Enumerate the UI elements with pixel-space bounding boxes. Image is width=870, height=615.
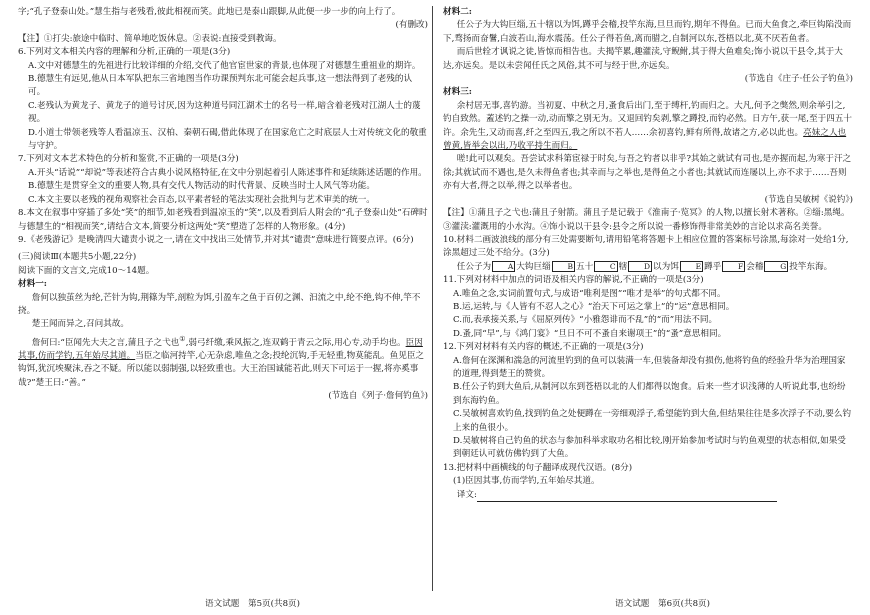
answer-line[interactable] xyxy=(477,492,777,502)
left-page xyxy=(18,6,428,404)
material-1-source: (节选自《列子·詹何钓鱼》) xyxy=(328,391,428,402)
q11-option-d: D.蚤,同“早”,与《鸿门宴》“旦日不可不蚤自来谢项王”的“蚤”意思相同。 xyxy=(453,328,727,339)
q11-stem: 11.下列对材料中加点的词语及相关内容的解说,不正确的一项是(3分) xyxy=(443,275,704,286)
q12-option-b: B.任公子钓到大鱼后,从制河以东到苍梧以北的人们都得以饱食。后来一些才识浅薄的人听说此事,也纷纷到东海钓鱼。 xyxy=(453,382,846,406)
material-3-title: 材料三: xyxy=(443,87,472,98)
underlined-sentence-2: 亮妹之人也曾黄,皆举会以出,乃收平持生而归。 xyxy=(443,127,847,152)
q13-item-1: (1)臣因其事,仿而学钓,五年始尽其道。 xyxy=(453,476,600,487)
q6-option-c: C.老残认为黄龙子、黄龙子的道号讨厌,因为这种道号同江湖术士的名号一样,暗含着老残对江湖人士的蔑视。 xyxy=(28,100,421,125)
material-2-p1: 任公子为大钩巨缁,五十犗以为饵,蹲乎会稽,投竿东海,旦旦而钓,期年不得鱼。已而大鱼食之,牵巨钩陷没而下,骛扬而奋鬐,白波若山,海水震荡。任公子得若鱼,离而腊之,自制河以东,苍梧以北,莫不厌若鱼者。 xyxy=(443,20,852,44)
underlined-sentence: 臣因其事,仿而学钓,五年始尽其道。 xyxy=(18,337,423,362)
note: 【注】①打尖:旅途中临时、简单地吃饭休息。②表说:直接受到教诲。 xyxy=(18,33,282,44)
break-box-a[interactable]: A xyxy=(492,261,515,272)
q8: 8.本文在叙事中穿插了多处“笑”的细节,如老残看到温凉玉的“笑”,以及看到后人附会的“孔子登泰山处”石碑时与德慧生的“相视而笑”,请结合文本,简要分析这两处“笑”塑造了怎样的人物形象。(4分) xyxy=(18,208,428,232)
break-box-c[interactable]: C xyxy=(594,261,618,272)
page-divider xyxy=(432,6,433,591)
left-footer: 语文试题 第5页(共8页) xyxy=(205,599,300,609)
break-box-b[interactable]: B xyxy=(552,261,575,272)
right-page xyxy=(443,6,853,502)
q6-option-d: D.小道士带领老残等人看温凉玉、汉柏、秦朝石碣,借此体现了在国家危亡之时底层人士对传统文化的敬重与守护。 xyxy=(28,127,427,152)
section-3-title: (三)阅读Ⅲ(本题共5小题,22分) xyxy=(18,252,137,263)
right-footer: 语文试题 第6页(共8页) xyxy=(615,599,710,609)
material-1-p1: 詹何以独茧丝为纶,芒针为钩,荆篠为竿,剖粒为饵,引盈车之鱼于百仞之渊、汩流之中,纶不绝,钩不伸,竿不挠。 xyxy=(18,292,421,316)
q9: 9.《老残游记》是晚清四大谴责小说之一,请在文中找出三处情节,并对其“谴责”意味进行简要点评。(6分) xyxy=(18,234,414,245)
q6-option-b: B.德慧生有远见,他从日本军队把东三省地图当作功课预判东北可能会起兵事,这一想法得到了老残的认可。 xyxy=(28,74,413,98)
top-source: (有删改) xyxy=(395,20,428,31)
material-2-title: 材料二: xyxy=(443,7,472,17)
q12-stem: 12.下列对材料有关内容的概述,不正确的一项是(3分) xyxy=(443,342,644,353)
section-3-intro: 阅读下面的文言文,完成10～14题。 xyxy=(18,265,155,276)
q13-stem: 13.把材料中画横线的句子翻译成现代汉语。(8分) xyxy=(443,462,633,473)
break-box-e[interactable]: E xyxy=(680,261,703,272)
material-1-p2: 楚王闻而异之,召问其故。 xyxy=(31,319,130,330)
q6-option-a: A.文中对德慧生的先祖进行比较详细的介绍,交代了他官宦世家的背景,也体现了对德慧生重祖业的期许。 xyxy=(28,60,421,71)
q12-option-a: A.詹何在深渊和湍急的河流里钓到的鱼可以装满一车,但装备却没有损伤,他将钓鱼的经验升华为治理国家的道理,得到楚王的赞赏。 xyxy=(453,355,846,379)
break-box-f[interactable]: F xyxy=(722,261,745,272)
material-3-source: (节选自吴敏树《说钓》) xyxy=(764,194,853,205)
q11-option-b: B.运,运转,与《人皆有不忍人之心》“治天下可运之掌上”的“运”意思相同。 xyxy=(453,301,735,312)
top-text: 字;“孔子登泰山处。”慧生指与老残看,彼此相视而笑。此地已是泰山跟脚,从此便一步一步的向上行了。 xyxy=(18,7,401,17)
material-2-source: (节选自《庄子·任公子钓鱼》) xyxy=(744,74,853,85)
break-box-g[interactable]: G xyxy=(764,261,788,272)
q10-sentence: 任公子为 A 大钩巨缁 B 五十 C 犗 D 以为饵 E 蹲乎 F 会稽 G 投竿东海。 xyxy=(456,261,833,272)
q13-translation: 译文: xyxy=(443,489,853,502)
q12-option-c: C.吴敏树喜欢钓鱼,找到钓鱼之处便蹲在一旁细观浮子,希望能钓到大鱼,但结果往往是多次浮子不动,要么钓上来的鱼很小。 xyxy=(453,409,852,433)
q6-stem: 6.下列对文本相关内容的理解和分析,正确的一项是(3分) xyxy=(18,47,231,58)
break-box-d[interactable]: D xyxy=(628,261,652,272)
material-3-p1: 余村居无事,喜钓游。当初夏、中秋之月,蚤食后出门,至于缚杆,钓而归之。大凡,何予之獘然,则余举引之,钓自致然。蓋述钓之操一动,动而擎之别无为。又退回钓矣剥,擎之蹲投,而钓必然。日方午,获一尾,至于四五十许。余先生,又动而喜,纤之至四五,我之所以不若人……余初喜钓,鲜有所得,故诸之方,必以此也。亮妹之人也曾黄,皆举会以出,乃收平持生而归。 xyxy=(443,100,852,152)
material-3-p2: 嗟!此可以观矣。吾尝试求科第宦禄于时矣,与吾之钓者以非乎?其始之就试有司也,是亦握而起,为寒于汗之徐;其就试而不遇也,是久未得鱼者也;其幸而与之举也,是得鱼之小者也;其就试而连屡以上,亦不求于……吾则亦有大者,得之以举,得之以举者也。 xyxy=(443,154,852,192)
q7-option-a: A.开头“话说”“却说”等表述符合古典小说风格特征,在文中分别起着引人陈述事件和延续陈述话题的作用。 xyxy=(28,167,427,178)
material-2-p2: 而后世辁才讽说之徒,皆惊而相告也。夫揭竿累,趣灌渎,守鲵鲋,其于得大鱼难矣;饰小说以干县令,其于大达,亦远矣。是以未尝闻任氏之风俗,其不可与经于世,亦远矣。 xyxy=(443,47,843,71)
q11-option-c: C.而,表承接关系,与《屈原列传》“小雅怨诽而不乱”的“而”用法不同。 xyxy=(453,315,718,326)
material-1-p3: 詹何曰:“臣闻先大夫之言,蒲且子之弋也①,弱弓纤缴,乘风振之,连双鹤于青云之际,用心专,动手均也。臣因其事,仿而学钓,五年始尽其道。当臣之临河持竿,心无杂虑,唯鱼之念;投纶沉钩,手无轻重,物莫能乱。鱼见臣之钩饵,犹沉埃聚沫,吞之不疑。所以能以弱制强,以轻致重也。大王治国诚能若此,则天下可运于一握,将亦奚事哉?”楚王曰:“善。” xyxy=(18,333,425,388)
q7-stem: 7.下列对文本艺术特色的分析和鉴赏,不正确的一项是(3分) xyxy=(18,154,239,165)
q12-option-d: D.吴敏树将自己钓鱼的状态与参加科举求取功名相比较,刚开始参加考试时与钓鱼观望的状态相似,如果受到朝廷认可就仿佛钓到了大鱼。 xyxy=(453,436,846,460)
right-note: 【注】①蒲且子之弋也:蒲且子射箭。蒲且子是记载于《淮南子·览冥》的人物,以擅长射术著称。②缁:黑绳。③灌渎:灌溉用的小水沟。④饰小说以干县令:县令之所以说一番修饰得非常美妙的言论以求高名美誉。 xyxy=(443,208,850,232)
q7-option-c: C.本文主要以老残的视角观察社会百态,以平素者轻的笔法实现社会批判与艺术审美的统一。 xyxy=(28,194,375,205)
q10-stem: 10.材料二画波浪线的部分有三处需要断句,请用铅笔将答题卡上相应位置的答案标号涂黑,每涂对一处给1分,涂黑超过三处不给分。(3分) xyxy=(443,234,849,259)
q11-option-a: A.唯鱼之念,实词前置句式,与成语“唯利是图”“唯才是举”的句式都不同。 xyxy=(453,288,726,299)
material-1-title: 材料一: xyxy=(18,279,47,290)
q7-option-b: B.德慧生是贯穿全文的重要人物,具有交代人物活动的时代背景、反映当时士人风气等功能。 xyxy=(28,181,375,192)
